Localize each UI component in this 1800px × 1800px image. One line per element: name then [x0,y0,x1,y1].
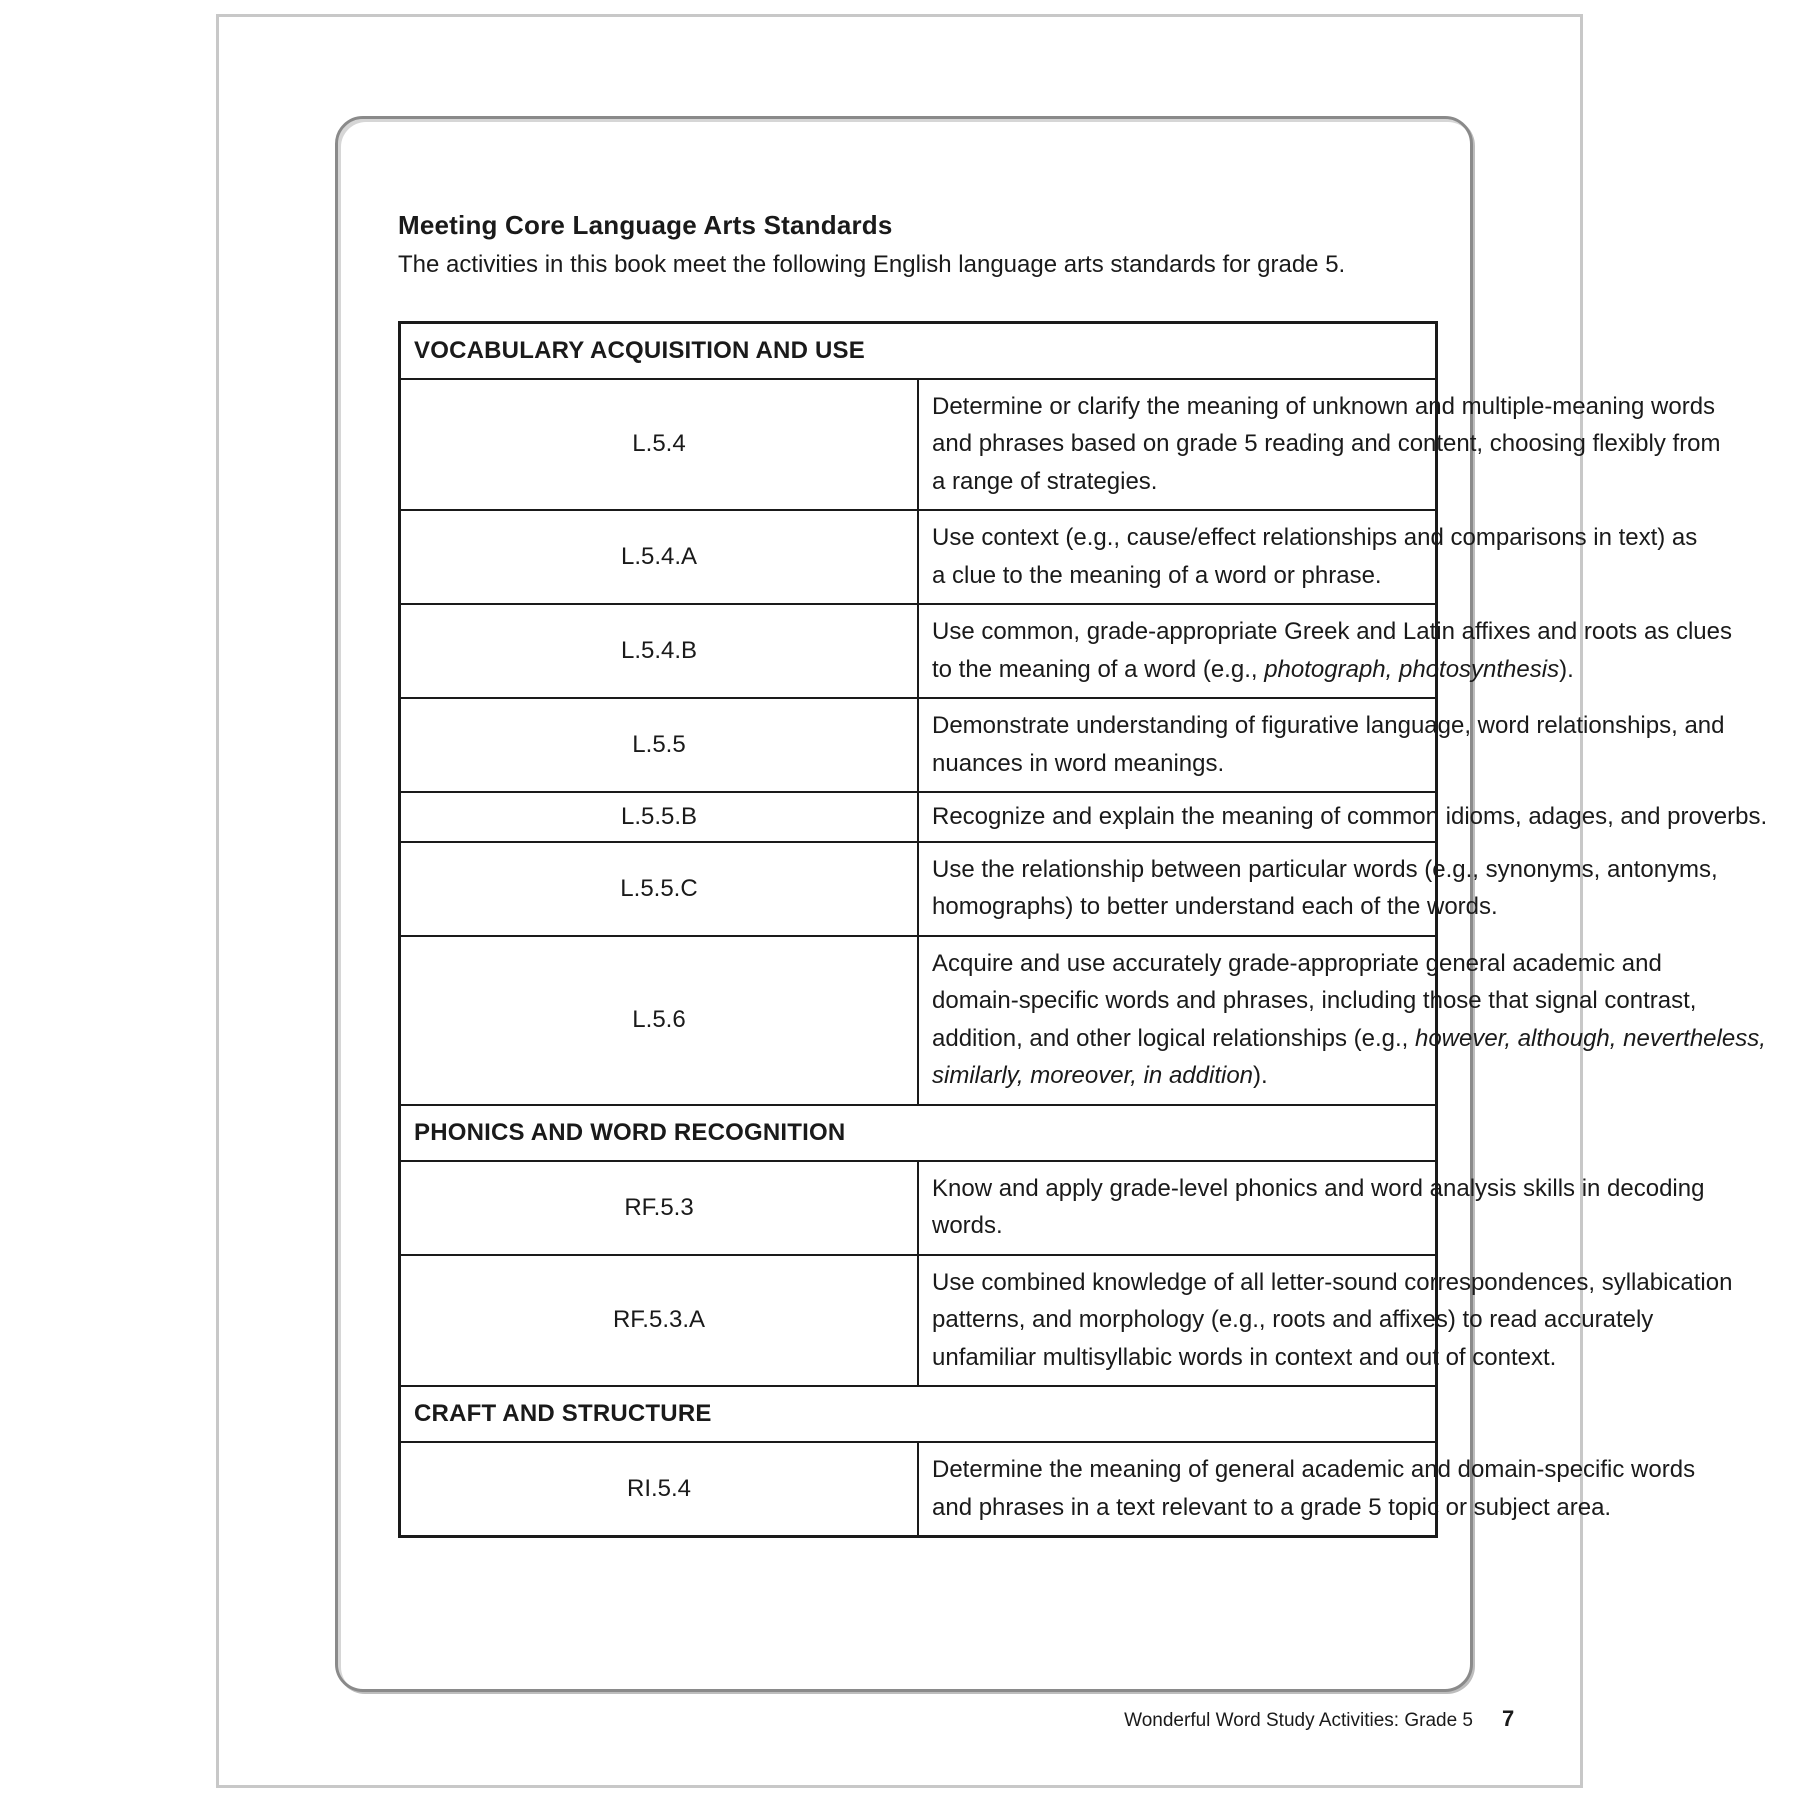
standard-code: L.5.5.B [400,792,919,842]
description-line [932,1207,1423,1245]
table-row [400,792,1437,842]
section-title: CRAFT AND STRUCTURE [400,1386,1437,1442]
description-line [932,463,1423,501]
section-header-row [400,1105,1437,1161]
table-row [400,510,1437,604]
table-row [400,842,1437,936]
description-text: Use combined knowledge of all letter-sound correspondences, syllabication [932,1268,1733,1296]
example-words: photograph, photosynthesis [1264,655,1560,683]
description-line [932,651,1574,689]
description-text: Determine or clarify the meaning of unknown and multiple-meaning words [932,392,1716,420]
description-text: Acquire and use accurately grade-appropriate general academic and [932,949,1662,977]
description-line [932,1020,1766,1058]
description-text: patterns, and morphology (e.g., roots and affixes) to read accurately [932,1306,1654,1333]
table-row [400,1442,1437,1537]
standard-description [918,792,1768,842]
description-line [932,745,1423,783]
table-row [400,379,1437,511]
description-line [932,425,1721,463]
standard-code: L.5.6 [400,936,919,1105]
standard-description [918,1255,1733,1387]
section-title: VOCABULARY ACQUISITION AND USE [400,323,1437,379]
standards-table-body [400,323,1768,1537]
page-heading: Meeting Core Language Arts Standards [398,210,893,240]
standard-code: RF.5.3.A [400,1255,919,1387]
table-row [400,1161,1437,1255]
description-text: Use context (e.g., cause/effect relationships and comparisons in text) as [932,524,1698,551]
description-line [932,945,1662,983]
description-text: Determine the meaning of general academic and domain-specific words [932,1456,1696,1483]
description-text: Use the relationship between particular words (e.g., synonyms, antonyms, [932,855,1718,883]
table-row [400,936,1437,1105]
standard-description [918,1442,1696,1537]
section-title: PHONICS AND WORD RECOGNITION [400,1105,1437,1161]
table-row [400,1255,1437,1387]
description-text: Demonstrate understanding of figurative language, word relationships, and [932,712,1725,739]
description-text: nuances in word meanings. [932,749,1225,777]
description-text: domain-specific words and phrases, including those that signal contrast, [932,987,1697,1014]
standard-code: L.5.5.C [400,842,919,936]
description-text: and phrases in a text relevant to a grade 5 topic or subject area. [932,1493,1612,1521]
standard-description [918,698,1725,792]
standards-table [398,321,1768,1538]
standard-code: L.5.4.B [400,604,919,698]
description-line [932,388,1716,426]
description-text: homographs) to better understand each of the words. [932,893,1498,920]
section-header-row [400,323,1437,379]
description-line [932,851,1718,889]
standard-description [918,1161,1705,1255]
standard-description [918,604,1732,698]
description-line [932,613,1732,651]
description-text: addition, and other logical relationships (e.g., [932,1024,1415,1052]
description-text: unfamiliar multisyllabic words in context and out of context. [932,1343,1557,1371]
description-text: Use common, grade-appropriate Greek and Latin affixes and roots as clues [932,618,1732,645]
standard-code: L.5.4.A [400,510,919,604]
page-number: 7 [1502,1706,1515,1731]
standard-description [918,936,1766,1105]
description-line [932,1057,1423,1095]
description-line [932,1264,1733,1302]
description-line [932,1451,1696,1489]
standard-description [918,510,1698,604]
standard-description [918,842,1718,936]
description-text: to the meaning of a word (e.g., [932,655,1265,683]
description-text: ). [1253,1062,1268,1089]
description-text: Know and apply grade-level phonics and word analysis skills in decoding [932,1174,1705,1202]
description-line [932,888,1498,926]
standard-code: L.5.4 [400,379,919,511]
description-line [932,1489,1612,1527]
description-text: ). [1559,655,1574,683]
standard-description [918,379,1721,511]
description-line [932,707,1725,745]
description-line [932,557,1423,595]
description-line [932,1170,1705,1208]
intro-text: The activities in this book meet the following English language arts standards for grade 5. [398,251,1346,278]
description-text: a clue to the meaning of a word or phrase. [932,561,1382,589]
description-text: a range of strategies. [932,467,1158,495]
example-words: however, although, nevertheless, [1414,1024,1766,1052]
table-row [400,604,1437,698]
description-line [932,1339,1557,1377]
section-header-row [400,1386,1437,1442]
example-words: similarly, moreover, in addition [932,1062,1254,1089]
description-text: and phrases based on grade 5 reading and content, choosing flexibly from [932,430,1721,457]
standard-code: RI.5.4 [400,1442,919,1537]
footer-book-title: Wonderful Word Study Activities: Grade 5 [1124,1710,1473,1731]
description-line [932,982,1697,1020]
standard-code: L.5.5 [400,698,919,792]
table-row [400,698,1437,792]
standard-code: RF.5.3 [400,1161,919,1255]
description-line [932,519,1698,557]
description-text: Recognize and explain the meaning of common idioms, adages, and proverbs. [932,803,1768,830]
description-line [932,798,1768,836]
description-line [932,1301,1654,1339]
description-text: words. [932,1212,1003,1239]
